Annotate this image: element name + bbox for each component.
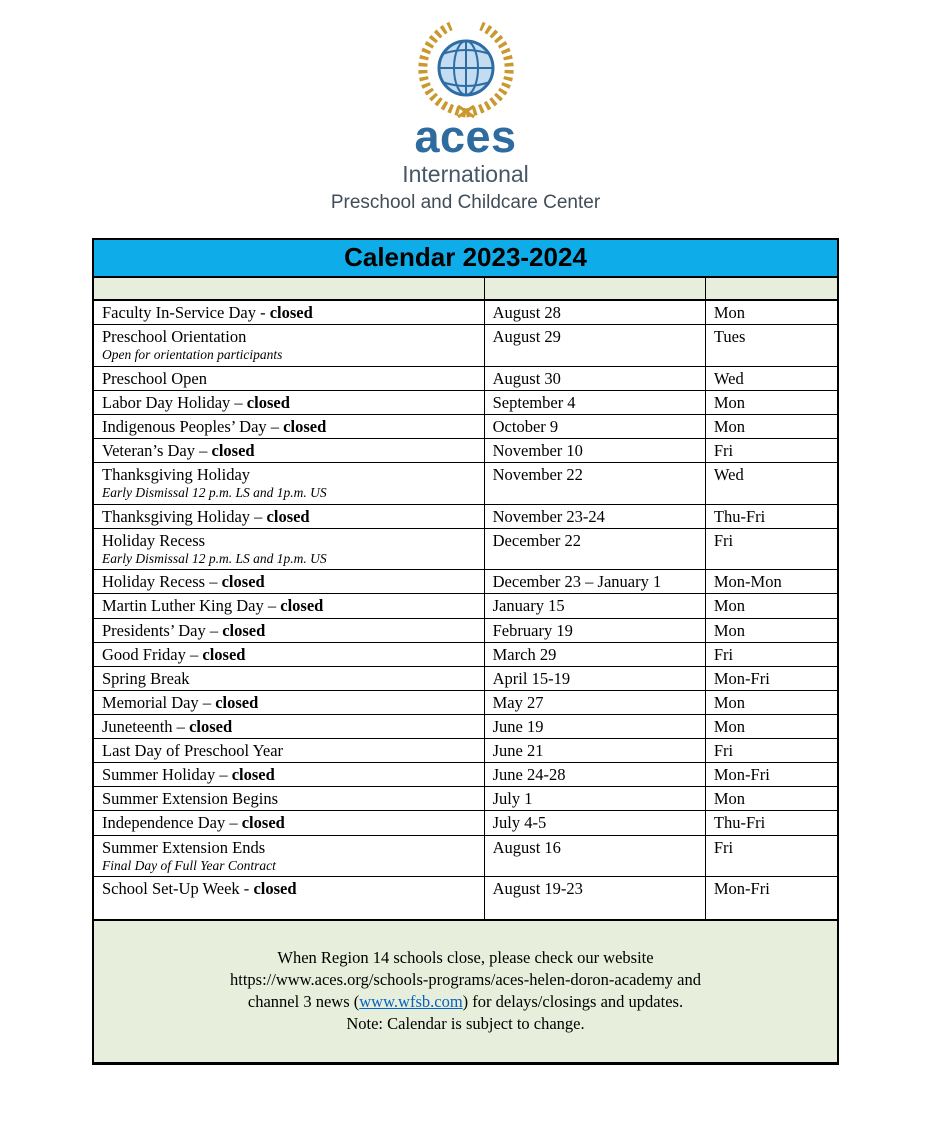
calendar-title: Calendar 2023-2024 (344, 242, 587, 273)
table-row (93, 739, 838, 763)
event-day: Mon-Fri (705, 877, 838, 920)
event-date: August 28 (484, 300, 705, 325)
event-day: Fri (705, 528, 838, 570)
aces-logo (0, 0, 931, 213)
event-label: Indigenous Peoples’ Day – (102, 416, 284, 436)
event-label: Summer Extension Ends (102, 837, 266, 857)
table-row (93, 366, 838, 390)
event-label: Holiday Recess – (102, 572, 222, 592)
event-label: Last Day of Preschool Year (102, 741, 284, 761)
event-date: November 10 (484, 438, 705, 462)
event-date: March 29 (484, 642, 705, 666)
event-cell (93, 390, 484, 414)
event-day: Mon-Mon (705, 570, 838, 594)
event-closed-label: closed (283, 416, 327, 436)
event-closed-label: closed (231, 765, 275, 785)
event-date: August 19-23 (484, 877, 705, 920)
event-day: Mon-Fri (705, 763, 838, 787)
event-label: Presidents’ Day – (102, 620, 223, 640)
event-date: January 15 (484, 594, 705, 618)
event-day: Mon-Fri (705, 666, 838, 690)
brand-name: aces (414, 111, 517, 162)
table-row (93, 463, 838, 505)
event-cell (93, 570, 484, 594)
event-label: Spring Break (102, 668, 190, 688)
event-cell (93, 690, 484, 714)
event-day: Fri (705, 835, 838, 877)
event-date: December 23 – January 1 (484, 570, 705, 594)
event-date: June 21 (484, 739, 705, 763)
event-date: August 30 (484, 366, 705, 390)
calendar-title-row (93, 239, 838, 277)
table-row (93, 300, 838, 325)
event-cell (93, 877, 484, 920)
table-row (93, 570, 838, 594)
event-label: School Set-Up Week - (102, 879, 254, 899)
event-cell (93, 594, 484, 618)
table-row (93, 438, 838, 462)
event-date: July 1 (484, 787, 705, 811)
footer-note-row (93, 920, 838, 1064)
event-cell (93, 438, 484, 462)
table-row (93, 414, 838, 438)
event-day: Mon (705, 390, 838, 414)
event-date: November 23-24 (484, 504, 705, 528)
table-row (93, 528, 838, 570)
event-closed-label: closed (269, 302, 313, 322)
event-day: Mon (705, 715, 838, 739)
event-cell (93, 618, 484, 642)
event-cell (93, 414, 484, 438)
event-closed-label: closed (266, 506, 310, 526)
event-label: Summer Holiday – (102, 765, 232, 785)
event-date: February 19 (484, 618, 705, 642)
event-label: Thanksgiving Holiday – (102, 506, 267, 526)
table-row (93, 390, 838, 414)
event-day: Fri (705, 739, 838, 763)
header-cell-date (484, 277, 705, 300)
event-date: October 9 (484, 414, 705, 438)
event-closed-label: closed (221, 572, 265, 592)
footer-line-3: channel 3 news (www.wfsb.com) for delays/closings and updates. (247, 991, 684, 1011)
event-day: Fri (705, 438, 838, 462)
event-cell (93, 463, 484, 505)
calendar-header-row (93, 277, 838, 300)
event-cell (93, 739, 484, 763)
calendar-table-body (93, 239, 838, 1064)
event-date: June 19 (484, 715, 705, 739)
event-label: Veteran’s Day – (102, 440, 212, 460)
event-day: Mon (705, 414, 838, 438)
table-row (93, 618, 838, 642)
event-closed-label: closed (241, 813, 285, 833)
header-cell-day (705, 277, 838, 300)
event-closed-label: closed (202, 644, 246, 664)
table-row (93, 690, 838, 714)
event-label: Juneteenth – (102, 717, 190, 737)
event-date: June 24-28 (484, 763, 705, 787)
event-label: Holiday Recess (102, 530, 206, 550)
event-cell (93, 763, 484, 787)
event-cell (93, 528, 484, 570)
wfsb-link[interactable]: www.wfsb.com (359, 991, 463, 1011)
table-row (93, 715, 838, 739)
event-cell (93, 715, 484, 739)
event-cell (93, 811, 484, 835)
event-day: Mon (705, 787, 838, 811)
table-row (93, 835, 838, 877)
event-day: Mon (705, 300, 838, 325)
event-day: Fri (705, 642, 838, 666)
table-row (93, 642, 838, 666)
table-row (93, 594, 838, 618)
event-closed-label: closed (222, 620, 266, 640)
brand-subtitle: International (402, 160, 529, 187)
event-label: Faculty In-Service Day - (102, 302, 270, 322)
event-day: Tues (705, 324, 838, 366)
event-subtext: Final Day of Full Year Contract (102, 857, 276, 873)
event-date: November 22 (484, 463, 705, 505)
event-cell (93, 366, 484, 390)
event-cell (93, 324, 484, 366)
event-day: Thu-Fri (705, 504, 838, 528)
event-cell (93, 504, 484, 528)
event-closed-label: closed (280, 596, 324, 616)
event-date: August 29 (484, 324, 705, 366)
event-day: Wed (705, 463, 838, 505)
event-label: Thanksgiving Holiday (102, 465, 251, 484)
globe-laurel-wreath-icon (390, 20, 542, 118)
event-subtext: Early Dismissal 12 p.m. LS and 1p.m. US (102, 550, 327, 566)
event-label: Memorial Day – (102, 692, 216, 712)
event-date: September 4 (484, 390, 705, 414)
event-day: Mon (705, 618, 838, 642)
table-row (93, 504, 838, 528)
event-closed-label: closed (246, 392, 290, 412)
table-row (93, 324, 838, 366)
event-closed-label: closed (189, 717, 233, 737)
footer-note (93, 920, 838, 1064)
brand-tagline: Preschool and Childcare Center (330, 191, 601, 213)
footer-line-4: Note: Calendar is subject to change. (346, 1013, 585, 1033)
event-label: Summer Extension Begins (102, 789, 278, 809)
event-cell (93, 666, 484, 690)
event-cell (93, 787, 484, 811)
event-subtext: Open for orientation participants (102, 347, 283, 363)
event-cell (93, 300, 484, 325)
table-row (93, 877, 838, 920)
event-day: Mon (705, 594, 838, 618)
footer-line-1: When Region 14 schools close, please check our website (277, 947, 654, 967)
event-label: Independence Day – (102, 813, 242, 833)
event-day: Thu-Fri (705, 811, 838, 835)
event-date: December 22 (484, 528, 705, 570)
event-label: Labor Day Holiday – (102, 392, 247, 412)
event-closed-label: closed (253, 879, 297, 899)
event-subtext: Early Dismissal 12 p.m. LS and 1p.m. US (102, 485, 327, 501)
event-closed-label: closed (211, 440, 255, 460)
event-date: July 4-5 (484, 811, 705, 835)
event-label: Martin Luther King Day – (102, 596, 281, 616)
table-row (93, 763, 838, 787)
event-date: August 16 (484, 835, 705, 877)
table-row (93, 666, 838, 690)
table-row (93, 787, 838, 811)
event-cell (93, 835, 484, 877)
event-day: Wed (705, 366, 838, 390)
event-label: Preschool Orientation (102, 326, 247, 346)
header-cell-event (93, 277, 484, 300)
event-date: May 27 (484, 690, 705, 714)
event-closed-label: closed (215, 692, 259, 712)
event-label: Good Friday – (102, 644, 203, 664)
event-date: April 15-19 (484, 666, 705, 690)
event-day: Mon (705, 690, 838, 714)
event-label: Preschool Open (102, 368, 207, 388)
table-row (93, 811, 838, 835)
calendar-table (92, 238, 839, 1066)
event-cell (93, 642, 484, 666)
globe-icon (439, 41, 493, 95)
footer-line-2: https://www.aces.org/schools-programs/aces-helen-doron-academy and (229, 969, 701, 989)
